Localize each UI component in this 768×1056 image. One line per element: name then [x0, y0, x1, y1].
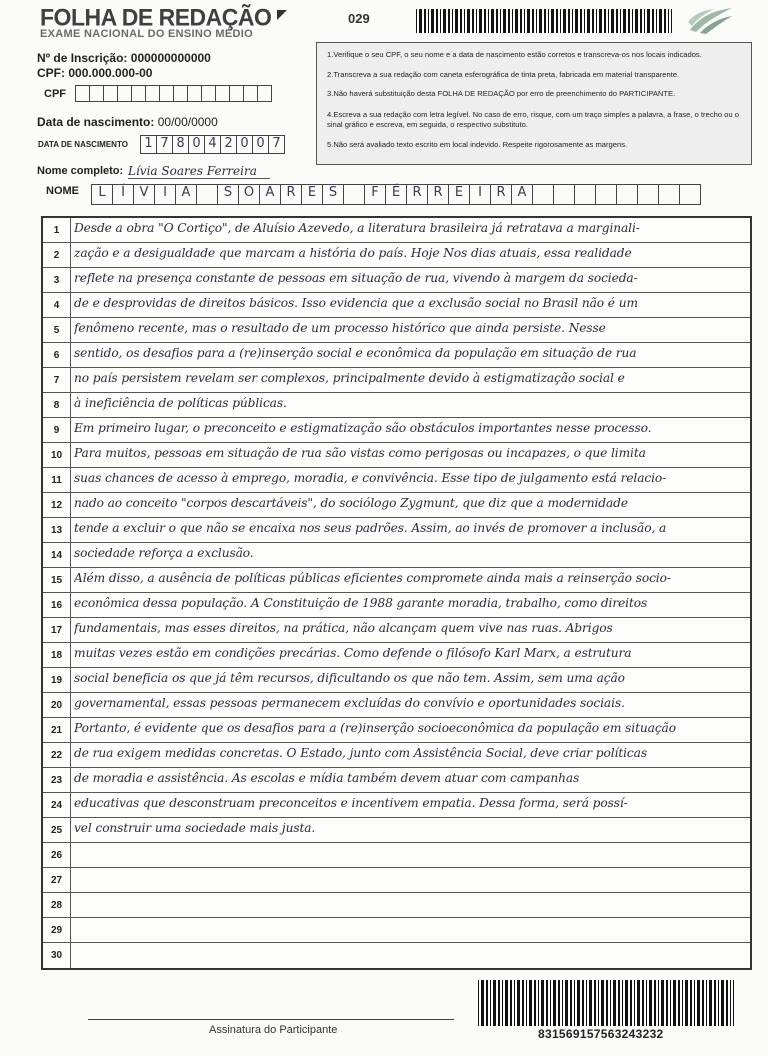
- cpf-digit-box[interactable]: [145, 85, 160, 102]
- barcode-bar: [601, 980, 604, 1026]
- barcode-bar: [658, 980, 659, 1026]
- name-letter-box[interactable]: R: [427, 184, 449, 205]
- barcode-bar: [570, 980, 572, 1026]
- essay-line[interactable]: [43, 593, 750, 618]
- essay-line[interactable]: [43, 318, 750, 343]
- essay-line[interactable]: [43, 243, 750, 268]
- handwritten-line-text: nado ao conceito "corpos descartáveis", do sociólogo Zygmunt, que diz que a modernidade: [74, 496, 628, 510]
- barcode-bar: [628, 9, 630, 33]
- line-number: 18: [43, 643, 71, 667]
- handwritten-line-text: Além disso, a ausência de políticas públicas eficientes compromete ainda mais a reinserção socio-: [74, 571, 671, 585]
- birth-digit-box[interactable]: 2: [220, 135, 237, 154]
- barcode-bar: [599, 9, 602, 33]
- handwritten-line-text: econômica dessa população. A Constituição de 1988 garante moradia, trabalho, como direitos: [74, 596, 648, 610]
- cpf-digit-box[interactable]: [187, 85, 202, 102]
- birth-value: 00/00/0000: [157, 115, 218, 129]
- essay-line[interactable]: [43, 768, 750, 793]
- barcode-bar: [616, 9, 618, 33]
- corner-registration-mark: [277, 10, 287, 20]
- barcode-bar: [419, 9, 422, 33]
- barcode-bar: [448, 9, 450, 33]
- essay-line[interactable]: [43, 943, 750, 968]
- page-number: 029: [348, 11, 370, 26]
- barcode-bar: [560, 9, 561, 33]
- barcode-bar: [472, 9, 474, 33]
- name-letter-box[interactable]: I: [469, 184, 491, 205]
- birth-digit-box[interactable]: 0: [236, 135, 253, 154]
- essay-line[interactable]: [43, 418, 750, 443]
- barcode-bar: [604, 9, 606, 33]
- barcode-bar: [517, 980, 520, 1026]
- barcode-bar: [467, 9, 470, 33]
- barcode-bar: [556, 9, 558, 33]
- line-number: 29: [43, 918, 71, 942]
- bottom-barcode: [478, 980, 734, 1026]
- line-number: 30: [43, 943, 71, 968]
- barcode-bar: [562, 980, 563, 1026]
- line-number: 10: [43, 443, 71, 467]
- barcode-bar: [718, 980, 719, 1026]
- handwritten-line-text: sentido, os desafios para a (re)inserção social e econômica da população em situação de rua: [74, 346, 637, 360]
- barcode-bar: [697, 980, 700, 1026]
- line-number: 28: [43, 893, 71, 917]
- barcode-bar: [553, 980, 556, 1026]
- barcode-bar: [668, 9, 669, 33]
- handwritten-line-text: tende a excluir o que não se encaixa nos seus padrões. Assim, ao invés de promover a inclusão, a: [74, 521, 667, 535]
- handwritten-line-text: reflete na presença constante de pessoas em situação de rua, vivendo à margem da socieda-: [74, 271, 638, 285]
- barcode-bar: [661, 980, 664, 1026]
- handwritten-line-text: de e desprovidas de direitos básicos. Isso evidencia que a exclusão social no Brasil não é um: [74, 296, 638, 310]
- barcode-bar: [659, 9, 662, 33]
- barcode-bar: [416, 9, 417, 33]
- barcode-bar: [647, 9, 650, 33]
- form-subtitle: EXAME NACIONAL DO ENSINO MÉDIO: [40, 28, 253, 40]
- name-letter-box[interactable]: S: [217, 184, 239, 205]
- birth-digit-box[interactable]: 7: [268, 135, 285, 154]
- barcode-bar: [505, 980, 508, 1026]
- barcode-bar: [522, 980, 524, 1026]
- barcode-bar: [565, 980, 568, 1026]
- name-letter-box[interactable]: A: [259, 184, 281, 205]
- birth-digit-box[interactable]: 0: [252, 135, 269, 154]
- handwritten-line-text: à ineficiência de políticas públicas.: [74, 396, 287, 410]
- cpf-value: 000.000.000-00: [68, 66, 153, 80]
- name-letter-box[interactable]: R: [490, 184, 512, 205]
- essay-line[interactable]: [43, 918, 750, 943]
- instruction-item: 2.Transcreva a sua redação com caneta esferográfica de tinta preta, fabricada em material transparente.: [327, 69, 680, 79]
- name-letter-box[interactable]: [679, 184, 701, 205]
- essay-line[interactable]: [43, 218, 750, 243]
- barcode-bar: [529, 980, 532, 1026]
- handwritten-line-text: fundamentais, mas esses direitos, na prática, não alcançam quem vive nas ruas. Abrigos: [74, 621, 613, 635]
- barcode-bar: [486, 980, 488, 1026]
- handwritten-line-text: Desde a obra "O Cortiço", de Aluísio Azevedo, a literatura brasileira já retratava a marginali-: [74, 221, 640, 235]
- name-letter-box[interactable]: É: [385, 184, 407, 205]
- barcode-bar: [490, 980, 491, 1026]
- barcode-bar: [685, 980, 688, 1026]
- barcode-bar: [730, 980, 731, 1026]
- essay-line[interactable]: [43, 893, 750, 918]
- barcode-bar: [424, 9, 426, 33]
- barcode-bar: [721, 980, 724, 1026]
- barcode-bar: [666, 980, 668, 1026]
- barcode-bar: [587, 9, 590, 33]
- handwritten-line-text: Portanto, é evidente que os desafios para a (re)inserção socioeconômica da população em situação: [74, 721, 676, 735]
- handwritten-line-text: fenômeno recente, mas o resultado de um processo histórico que ainda persiste. Nesse: [74, 321, 606, 335]
- barcode-bar: [508, 9, 510, 33]
- barcode-bar: [682, 980, 683, 1026]
- inscricao-value: 000000000000: [130, 51, 211, 65]
- instruction-item: 1.Verifique o seu CPF, o seu nome e a data de nascimento estão corretos e transcreva-os nos locais indicados.: [327, 50, 702, 59]
- essay-line[interactable]: [43, 668, 750, 693]
- handwritten-line-text: Em primeiro lugar, o preconceito e estigmatização são obstáculos importantes nesse processo.: [74, 421, 652, 435]
- barcode-bar: [440, 9, 441, 33]
- barcode-bar: [514, 980, 515, 1026]
- cpf-label: CPF: 000.000.000-00: [37, 66, 153, 80]
- name-letter-box[interactable]: E: [301, 184, 323, 205]
- barcode-bar: [520, 9, 522, 33]
- barcode-bar: [512, 9, 513, 33]
- barcode-bar: [671, 9, 672, 33]
- name-letter-box[interactable]: O: [238, 184, 260, 205]
- essay-line[interactable]: [43, 643, 750, 668]
- name-letter-box[interactable]: F: [364, 184, 386, 205]
- barcode-bar: [592, 9, 594, 33]
- handwritten-line-text: governamental, essas pessoas permanecem excluídas do convívio e oportunidades sociais.: [74, 696, 625, 710]
- essay-line[interactable]: [43, 268, 750, 293]
- barcode-bar: [622, 980, 623, 1026]
- cpf-digit-box[interactable]: [201, 85, 216, 102]
- cpf-digit-box[interactable]: [257, 85, 272, 102]
- line-number: 2: [43, 243, 71, 267]
- barcode-bar: [678, 980, 680, 1026]
- name-letter-box[interactable]: [658, 184, 680, 205]
- barcode-bar: [488, 9, 489, 33]
- instruction-item: 3.Não haverá substituição desta FOLHA DE REDAÇÃO por erro de preenchimento do PARTICIPANTE.: [327, 89, 676, 98]
- name-letter-box[interactable]: A: [511, 184, 533, 205]
- barcode-bar: [690, 980, 692, 1026]
- barcode-bar: [606, 980, 608, 1026]
- barcode-bar: [580, 9, 582, 33]
- barcode-bar: [574, 980, 575, 1026]
- handwritten-line-text: social beneficia os que já têm recursos, dificultando os que não tem. Assim, sem uma ação: [74, 671, 625, 685]
- barcode-bar: [527, 9, 530, 33]
- form-title: FOLHA DE REDAÇÃO: [40, 3, 272, 31]
- line-number: 8: [43, 393, 71, 417]
- barcode-bar: [618, 980, 620, 1026]
- essay-line[interactable]: [43, 843, 750, 868]
- barcode-bar: [596, 9, 597, 33]
- barcode-bar: [532, 9, 534, 33]
- barcode-bar: [673, 980, 676, 1026]
- barcode-bar: [500, 9, 501, 33]
- essay-line[interactable]: [43, 368, 750, 393]
- essay-line[interactable]: [43, 818, 750, 843]
- name-letter-box[interactable]: [616, 184, 638, 205]
- name-letter-box[interactable]: [343, 184, 365, 205]
- name-letter-box[interactable]: [196, 184, 218, 205]
- barcode-bar: [539, 9, 542, 33]
- barcode-bar: [630, 980, 632, 1026]
- birth-digit-box[interactable]: 0: [188, 135, 205, 154]
- essay-area[interactable]: [41, 216, 752, 970]
- essay-line[interactable]: [43, 443, 750, 468]
- handwritten-line-text: suas chances de acesso à emprego, moradia, e convivência. Esse tipo de julgamento está relacio-: [74, 471, 667, 485]
- name-letter-box[interactable]: [574, 184, 596, 205]
- birth-digit-box[interactable]: 4: [204, 135, 221, 154]
- barcode-bar: [460, 9, 462, 33]
- barcode-bar: [644, 9, 645, 33]
- line-number: 17: [43, 618, 71, 642]
- barcode-bar: [479, 9, 482, 33]
- instruction-item: 5.Não será avaliado texto escrito em local indevido. Respeite rigorosamente as margens.: [327, 139, 628, 149]
- name-letter-box[interactable]: L: [91, 184, 113, 205]
- line-number: 4: [43, 293, 71, 317]
- name-letter-box[interactable]: A: [175, 184, 197, 205]
- leaf-logo-icon: [686, 6, 734, 36]
- line-number: 12: [43, 493, 71, 517]
- barcode-bar: [428, 9, 429, 33]
- barcode-bar: [496, 9, 498, 33]
- barcode-bar: [656, 9, 657, 33]
- barcode-bar: [548, 9, 549, 33]
- cpf-digit-box[interactable]: [173, 85, 188, 102]
- handwritten-line-text: sociedade reforça a exclusão.: [74, 546, 254, 560]
- handwritten-line-text: Para muitos, pessoas em situação de rua são vistas como perigosas ou incapazes, o que limita: [74, 446, 646, 460]
- handwritten-line-text: no país persistem revelam ser complexos, principalmente devido à estigmatização social e: [74, 371, 625, 385]
- instructions-panel: [316, 42, 752, 165]
- birth-label: Data de nascimento: 00/00/0000: [37, 115, 218, 129]
- line-number: 24: [43, 793, 71, 817]
- essay-line[interactable]: [43, 518, 750, 543]
- line-number: 11: [43, 468, 71, 492]
- barcode-bar: [431, 9, 434, 33]
- essay-line[interactable]: [43, 743, 750, 768]
- barcode-bar: [484, 9, 486, 33]
- barcode-bar: [538, 980, 539, 1026]
- name-letter-box[interactable]: [595, 184, 617, 205]
- barcode-bar: [551, 9, 554, 33]
- barcode-number: 831569157563243232: [538, 1027, 664, 1041]
- handwritten-line-text: vel construir uma sociedade mais justa.: [74, 821, 316, 835]
- barcode-bar: [455, 9, 458, 33]
- barcode-bar: [733, 980, 734, 1026]
- barcode-bar: [608, 9, 609, 33]
- cpf-digit-box[interactable]: [229, 85, 244, 102]
- barcode-bar: [563, 9, 566, 33]
- barcode-bar: [714, 980, 716, 1026]
- cpf-digit-box[interactable]: [117, 85, 132, 102]
- barcode-bar: [709, 980, 712, 1026]
- barcode-bar: [620, 9, 621, 33]
- barcode-bar: [632, 9, 633, 33]
- line-number: 3: [43, 268, 71, 292]
- essay-line[interactable]: [43, 693, 750, 718]
- barcode-bar: [637, 980, 640, 1026]
- line-number: 19: [43, 668, 71, 692]
- barcode-bar: [572, 9, 573, 33]
- barcode-bar: [611, 9, 614, 33]
- barcode-bar: [436, 9, 438, 33]
- line-number: 26: [43, 843, 71, 867]
- barcode-bar: [649, 980, 652, 1026]
- name-box-label: NOME: [46, 185, 79, 197]
- barcode-bar: [544, 9, 546, 33]
- barcode-bar: [503, 9, 506, 33]
- name-letter-box[interactable]: R: [280, 184, 302, 205]
- barcode-bar: [452, 9, 453, 33]
- barcode-bar: [646, 980, 647, 1026]
- barcode-bar: [702, 980, 704, 1026]
- barcode-bar: [498, 980, 500, 1026]
- barcode-bar: [568, 9, 570, 33]
- essay-line[interactable]: [43, 393, 750, 418]
- essay-line[interactable]: [43, 343, 750, 368]
- barcode-bar: [493, 980, 496, 1026]
- cpf-box-label: CPF: [44, 88, 66, 100]
- barcode-bar: [670, 980, 671, 1026]
- cpf-digit-box[interactable]: [75, 85, 90, 102]
- line-number: 6: [43, 343, 71, 367]
- barcode-bar: [706, 980, 707, 1026]
- line-number: 14: [43, 543, 71, 567]
- barcode-bar: [634, 980, 635, 1026]
- barcode-bar: [550, 980, 551, 1026]
- barcode-bar: [598, 980, 599, 1026]
- handwritten-line-text: educativas que desconstruam preconceitos e incentivem empatia. Dessa forma, será possí-: [74, 796, 628, 810]
- essay-line[interactable]: [43, 618, 750, 643]
- barcode-bar: [664, 9, 666, 33]
- barcode-bar: [536, 9, 537, 33]
- barcode-bar: [654, 980, 656, 1026]
- inscricao-label: Nº de Inscrição: 000000000000: [37, 51, 211, 65]
- name-letter-box[interactable]: Í: [112, 184, 134, 205]
- birth-digit-box[interactable]: 8: [172, 135, 189, 154]
- line-number: 16: [43, 593, 71, 617]
- barcode-bar: [582, 980, 584, 1026]
- cpf-digit-box[interactable]: [89, 85, 104, 102]
- essay-line[interactable]: [43, 468, 750, 493]
- name-letter-box[interactable]: [553, 184, 575, 205]
- fullname-handwritten[interactable]: Lívia Soares Ferreira: [128, 164, 270, 179]
- name-box-field[interactable]: [92, 184, 701, 205]
- essay-line[interactable]: [43, 293, 750, 318]
- birth-digit-box[interactable]: 1: [140, 135, 157, 154]
- barcode-bar: [642, 980, 644, 1026]
- barcode-bar: [526, 980, 527, 1026]
- signature-line[interactable]: [88, 1019, 454, 1020]
- cpf-digit-box[interactable]: [103, 85, 118, 102]
- birth-digit-box[interactable]: 7: [156, 135, 173, 154]
- barcode-bar: [491, 9, 494, 33]
- name-letter-box[interactable]: E: [448, 184, 470, 205]
- barcode-bar: [443, 9, 446, 33]
- line-number: 15: [43, 568, 71, 592]
- barcode-bar: [558, 980, 560, 1026]
- barcode-bar: [584, 9, 585, 33]
- essay-line[interactable]: [43, 543, 750, 568]
- barcode-bar: [635, 9, 638, 33]
- barcode-bar: [478, 980, 479, 1026]
- barcode-bar: [534, 980, 536, 1026]
- barcode-bar: [625, 980, 628, 1026]
- barcode-bar: [541, 980, 544, 1026]
- barcode-bar: [515, 9, 518, 33]
- line-number: 27: [43, 868, 71, 892]
- essay-line[interactable]: [43, 568, 750, 593]
- name-letter-box[interactable]: I: [154, 184, 176, 205]
- essay-line[interactable]: [43, 868, 750, 893]
- birth-box-field[interactable]: [141, 135, 285, 154]
- barcode-bar: [464, 9, 465, 33]
- essay-line[interactable]: [43, 793, 750, 818]
- handwritten-line-text: zação e a desigualdade que marcam a história do país. Hoje Nos dias atuais, essa realidade: [74, 246, 632, 260]
- signature-label: Assinatura do Participante: [209, 1024, 338, 1036]
- name-letter-box[interactable]: S: [322, 184, 344, 205]
- barcode-bar: [524, 9, 525, 33]
- top-barcode: [416, 9, 672, 33]
- barcode-bar: [610, 980, 611, 1026]
- barcode-bar: [575, 9, 578, 33]
- barcode-bar: [694, 980, 695, 1026]
- barcode-bar: [652, 9, 654, 33]
- line-number: 21: [43, 718, 71, 742]
- line-number: 22: [43, 743, 71, 767]
- barcode-bar: [481, 980, 484, 1026]
- barcode-bar: [640, 9, 642, 33]
- name-letter-box[interactable]: [637, 184, 659, 205]
- line-number: 20: [43, 693, 71, 717]
- birth-box-label: DATA DE NASCIMENTO: [38, 140, 128, 149]
- line-number: 25: [43, 818, 71, 842]
- essay-line[interactable]: [43, 493, 750, 518]
- barcode-bar: [623, 9, 626, 33]
- barcode-bar: [577, 980, 580, 1026]
- line-number: 23: [43, 768, 71, 792]
- barcode-bar: [586, 980, 587, 1026]
- line-number: 13: [43, 518, 71, 542]
- line-number: 1: [43, 218, 71, 242]
- name-letter-box[interactable]: [532, 184, 554, 205]
- fullname-label: Nome completo:: [37, 165, 124, 177]
- barcode-bar: [476, 9, 477, 33]
- line-number: 5: [43, 318, 71, 342]
- cpf-box-field[interactable]: [76, 85, 272, 102]
- barcode-bar: [546, 980, 548, 1026]
- handwritten-line-text: muitas vezes estão em condições precárias. Como defende o filósofo Karl Marx, a estrutura: [74, 646, 632, 660]
- barcode-bar: [726, 980, 728, 1026]
- line-number: 7: [43, 368, 71, 392]
- instruction-item: 4.Escreva a sua redação com letra legível. No caso de erro, risque, com um traço simples a palavra, a frase, o trecho ou o sinal gráfico e escreva, em seguida, o respectivo substituto.: [327, 109, 739, 129]
- cpf-digit-box[interactable]: [215, 85, 230, 102]
- cpf-digit-box[interactable]: [243, 85, 258, 102]
- cpf-digit-box[interactable]: [159, 85, 174, 102]
- handwritten-line-text: de rua exigem medidas concretas. O Estado, junto com Assistência Social, deve criar políticas: [74, 746, 647, 760]
- name-letter-box[interactable]: R: [406, 184, 428, 205]
- handwritten-line-text: de moradia e assistência. As escolas e mídia também devem atuar com campanhas: [74, 771, 580, 785]
- cpf-digit-box[interactable]: [131, 85, 146, 102]
- line-number: 9: [43, 418, 71, 442]
- name-letter-box[interactable]: V: [133, 184, 155, 205]
- barcode-bar: [502, 980, 503, 1026]
- barcode-bar: [613, 980, 616, 1026]
- essay-line[interactable]: [43, 718, 750, 743]
- barcode-bar: [594, 980, 596, 1026]
- barcode-bar: [589, 980, 592, 1026]
- barcode-bar: [510, 980, 512, 1026]
